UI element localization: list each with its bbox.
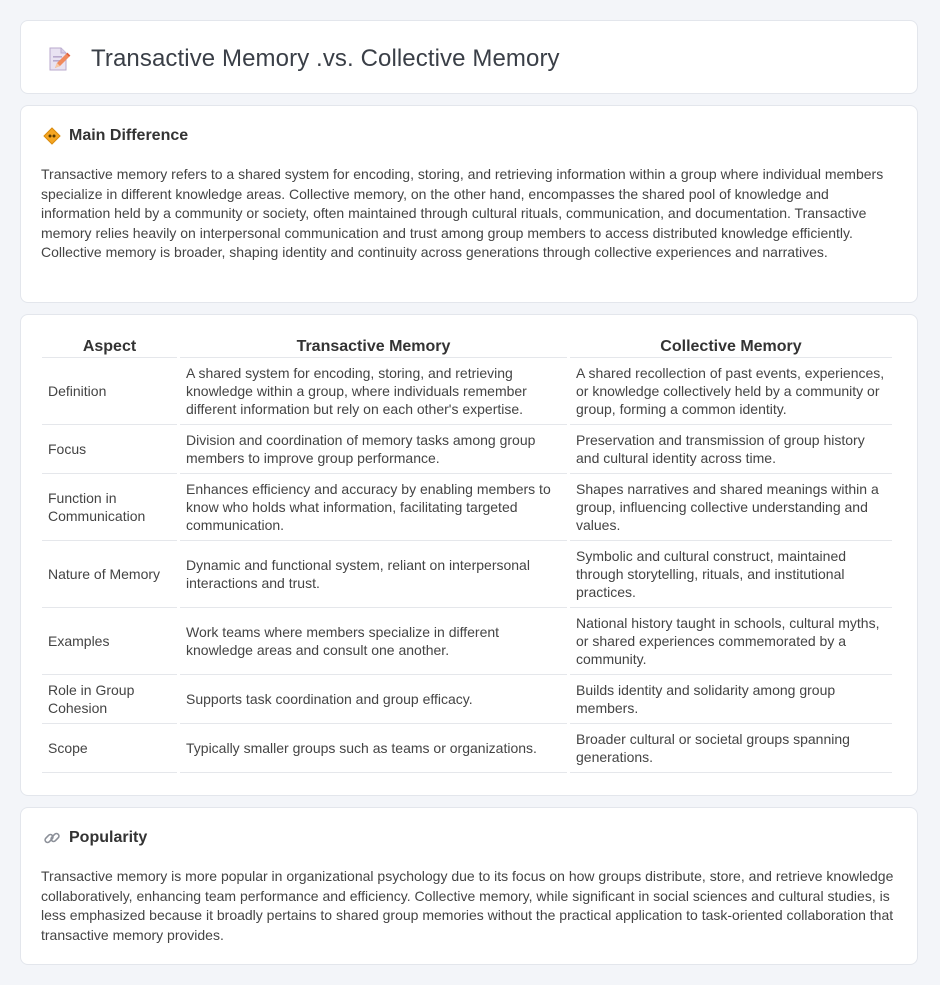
cell-transactive: A shared system for encoding, storing, and retrieving knowledge within a group, where individuals remember different information but rely on each other's expertise. <box>180 358 567 425</box>
cell-aspect: Scope <box>42 724 177 773</box>
table-header-row <box>42 335 892 358</box>
cell-collective: Shapes narratives and shared meanings within a group, influencing collective understanding and values. <box>570 474 892 541</box>
table-row <box>42 541 892 608</box>
main-difference-heading: Main Difference <box>69 127 189 144</box>
cell-collective: Builds identity and solidarity among group members. <box>570 675 892 724</box>
link-icon <box>43 829 61 847</box>
table-row <box>42 425 892 474</box>
title-card <box>20 20 918 94</box>
cell-aspect: Nature of Memory <box>42 541 177 608</box>
table-row <box>42 724 892 773</box>
page-title: Transactive Memory .vs. Collective Memory <box>91 45 560 72</box>
column-header-aspect: Aspect <box>42 335 177 358</box>
popularity-heading: Popularity <box>69 829 148 846</box>
cell-aspect: Role in Group Cohesion <box>42 675 177 724</box>
main-difference-text: Transactive memory refers to a shared system for encoding, storing, and retrieving information within a group where individual members specialize in different knowledge areas. Collective memory, on the other hand, encompasses the shared pool of knowledge and information held by a community or society, often maintained through cultural rituals, communication, and documentation. Transactive memory relies heavily on interpersonal communication and trust among group members to access distributed knowledge efficiently. Collective memory is broader, shaping identity and continuity across generations through collective experiences and narratives. <box>41 166 884 260</box>
popularity-section <box>20 807 918 965</box>
main-difference-section <box>20 105 918 303</box>
cell-transactive: Work teams where members specialize in different knowledge areas and consult one another. <box>180 608 567 675</box>
table-row <box>42 675 892 724</box>
document-pencil-icon <box>47 46 71 72</box>
cell-collective: Broader cultural or societal groups spanning generations. <box>570 724 892 773</box>
comparison-section <box>20 314 918 796</box>
cell-transactive: Enhances efficiency and accuracy by enabling members to know who holds what information, facilitating targeted communication. <box>180 474 567 541</box>
comparison-table <box>39 335 895 773</box>
cell-collective: Symbolic and cultural construct, maintained through storytelling, rituals, and institutional practices. <box>570 541 892 608</box>
cell-collective: A shared recollection of past events, experiences, or knowledge collectively held by a community or group, forming a common identity. <box>570 358 892 425</box>
cell-transactive: Dynamic and functional system, reliant on interpersonal interactions and trust. <box>180 541 567 608</box>
table-row <box>42 608 892 675</box>
diamond-sign-icon <box>43 127 61 145</box>
cell-collective: Preservation and transmission of group history and cultural identity across time. <box>570 425 892 474</box>
column-header-collective: Collective Memory <box>570 335 892 358</box>
column-header-transactive: Transactive Memory <box>180 335 567 358</box>
cell-aspect: Examples <box>42 608 177 675</box>
table-row <box>42 358 892 425</box>
cell-transactive: Typically smaller groups such as teams or organizations. <box>180 724 567 773</box>
cell-aspect: Focus <box>42 425 177 474</box>
popularity-text: Transactive memory is more popular in organizational psychology due to its focus on how groups distribute, store, and retrieve knowledge collaboratively, enhancing team performance and efficiency. Collective memory, while significant in social sciences and cultural studies, is less emphasized because it broadly pertains to shared group memories without the practical application to task-oriented collaboration that transactive memory provides. <box>41 868 894 943</box>
cell-transactive: Supports task coordination and group efficacy. <box>180 675 567 724</box>
cell-aspect: Function in Communication <box>42 474 177 541</box>
cell-transactive: Division and coordination of memory tasks among group members to improve group performance. <box>180 425 567 474</box>
cell-collective: National history taught in schools, cultural myths, or shared experiences commemorated by a community. <box>570 608 892 675</box>
cell-aspect: Definition <box>42 358 177 425</box>
table-row <box>42 474 892 541</box>
